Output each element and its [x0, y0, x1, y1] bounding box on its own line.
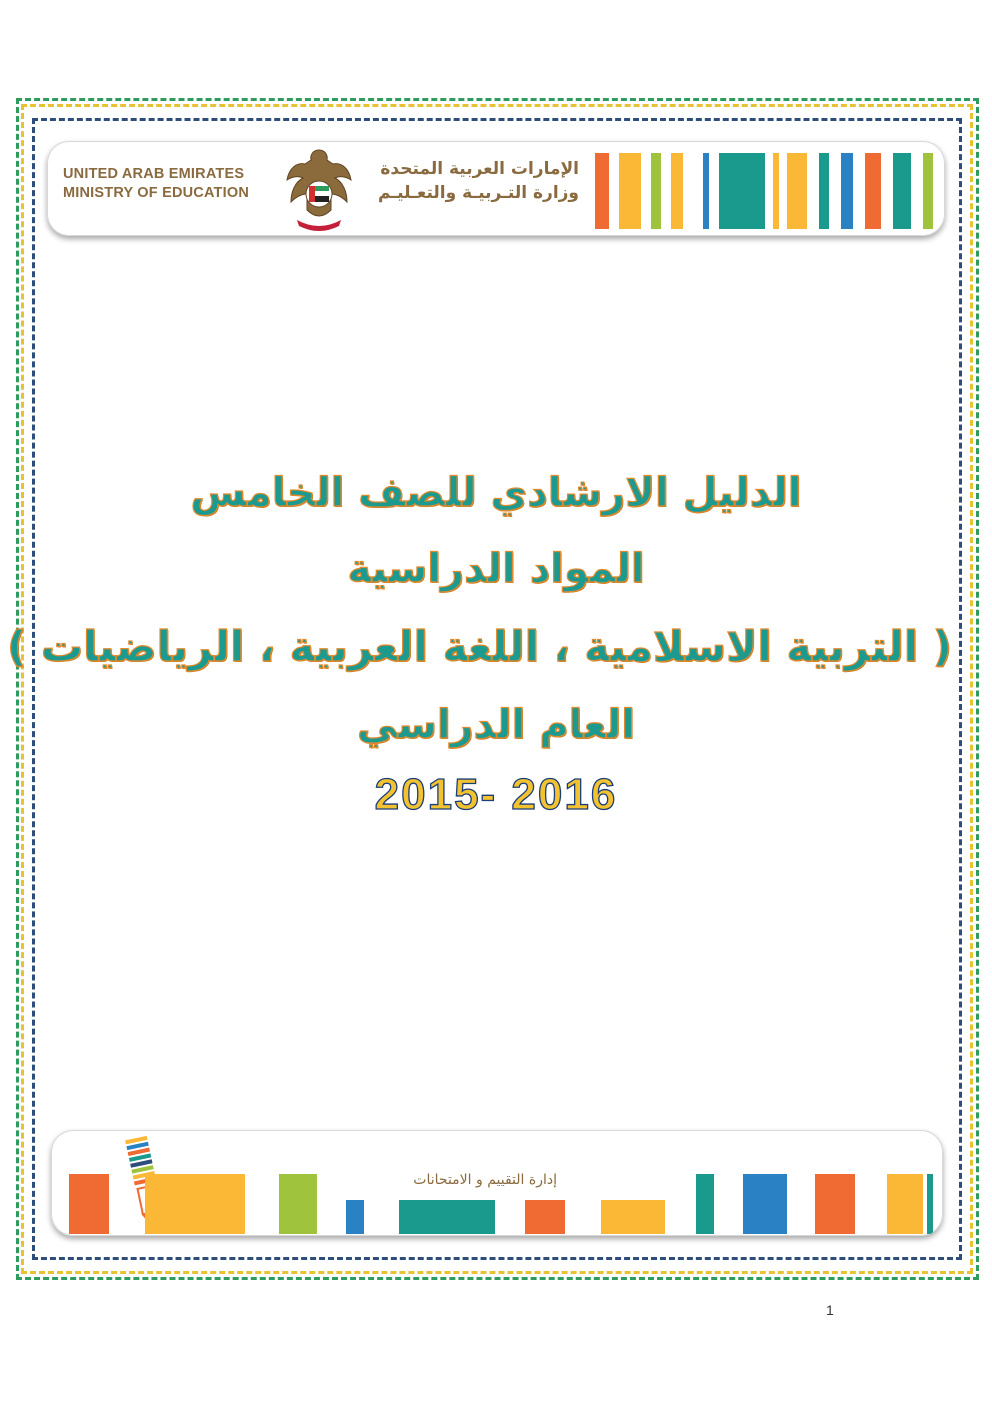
color-bar: [787, 153, 807, 229]
color-bar: [279, 1174, 317, 1234]
assessment-department-label: إدارة التقييم و الامتحانات: [413, 1172, 557, 1188]
academic-year-heading: العام الدراسي: [357, 702, 635, 748]
color-bar: [69, 1174, 109, 1234]
color-bar: [619, 153, 641, 229]
color-bar: [927, 1174, 933, 1234]
color-bar: [773, 153, 779, 229]
color-bar: [696, 1174, 714, 1234]
ministry-title-english: MINISTRY OF EDUCATION: [63, 185, 249, 201]
ministry-name-arabic: [369, 157, 579, 205]
guide-title: الدليل الارشادي للصف الخامس: [190, 470, 802, 516]
ministry-title-arabic: وزارة التـربيـة والتعـليـم: [378, 183, 579, 203]
ministry-name-english: [63, 165, 249, 203]
color-bar: [525, 1200, 565, 1234]
subjects-list: ( التربية الاسلامية ، اللغة العربية ، الرياضيات ): [7, 622, 952, 671]
color-bar: [743, 1174, 787, 1234]
color-bar: [841, 153, 853, 229]
country-name-arabic: الإمارات العربية المتحدة: [380, 159, 579, 179]
assessment-footer-banner: [51, 1130, 943, 1236]
color-bar: [887, 1174, 923, 1234]
color-bar: [399, 1200, 495, 1234]
ministry-header-banner: [47, 141, 945, 236]
uae-emblem-icon: [283, 146, 355, 232]
color-bar: [815, 1174, 855, 1234]
color-bar: [346, 1200, 364, 1234]
color-bar: [595, 153, 609, 229]
color-bar: [145, 1174, 245, 1234]
color-bar: [923, 153, 933, 229]
color-bar: [865, 153, 881, 229]
color-bar: [601, 1200, 665, 1234]
color-bar: [671, 153, 683, 229]
color-bar: [819, 153, 829, 229]
country-name-english: UNITED ARAB EMIRATES: [63, 166, 245, 182]
academic-year: 2015- 2016: [374, 770, 618, 819]
subjects-heading: المواد الدراسية: [347, 546, 645, 592]
inner-dashed-border: [7, 118, 962, 1260]
color-bar: [703, 153, 709, 229]
color-bar: [893, 153, 911, 229]
color-bar: [651, 153, 661, 229]
page-number: 1: [826, 1302, 834, 1318]
color-bar: [719, 153, 765, 229]
